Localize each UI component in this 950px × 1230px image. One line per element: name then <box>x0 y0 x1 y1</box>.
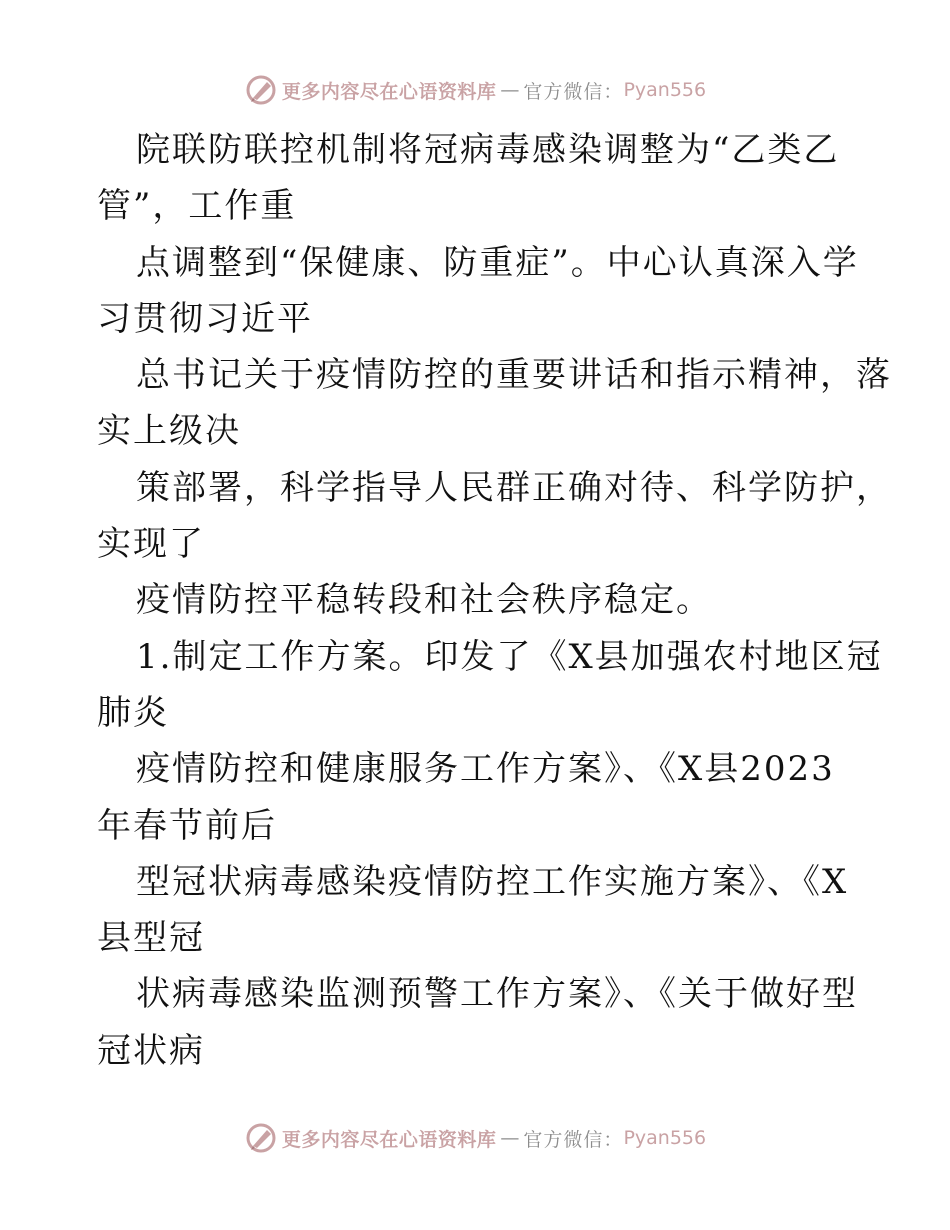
text-line: 疫情防控和健康服务工作方案》、《X县2023 <box>136 749 835 790</box>
text-line: 1.制定工作方案。印发了《X县加强农村地区冠 <box>136 636 883 677</box>
watermark-dash: — <box>500 79 520 101</box>
text-line: 习贯彻习近平 <box>97 298 313 339</box>
text-line: 院联防联控机制将冠病毒感染调整为“乙类乙 <box>136 130 840 170</box>
text-line: 冠状病 <box>97 1030 205 1071</box>
text-line: 年春节前后 <box>97 805 277 846</box>
watermark-text: 更多内容尽在心语资料库 <box>281 80 497 103</box>
pen-logo-icon <box>244 73 278 107</box>
watermark-tail: 官方微信： <box>523 80 624 103</box>
text-line: 状病毒感染监测预警工作方案》、《关于做好型 <box>136 974 858 1015</box>
footer-watermark <box>0 1118 950 1158</box>
text-line: 实上级决 <box>97 411 241 452</box>
watermark-dash: — <box>500 1127 520 1149</box>
text-line: 实现了 <box>97 524 205 565</box>
text-line: 疫情防控平稳转段和社会秩序稳定。 <box>136 580 712 621</box>
watermark-tail: 官方微信： <box>523 1128 624 1151</box>
text-line: 总书记关于疫情防控的重要讲话和指示精神，落 <box>136 355 892 396</box>
watermark-id: Pyan556 <box>623 79 707 101</box>
text-line: 县型冠 <box>97 918 205 959</box>
text-line: 策部署，科学指导人民群正确对待、科学防护， <box>136 467 892 508</box>
watermark-text: 更多内容尽在心语资料库 <box>281 1128 497 1151</box>
text-line: 管”，工作重 <box>97 186 297 227</box>
pen-logo-icon <box>244 1121 278 1155</box>
watermark-id: Pyan556 <box>623 1127 707 1149</box>
header-watermark <box>0 70 950 110</box>
text-line: 点调整到“保健康、防重症”。中心认真深入学 <box>136 242 859 283</box>
text-line: 型冠状病毒感染疫情防控工作实施方案》、《X <box>136 861 849 902</box>
document-body <box>97 122 892 1079</box>
text-line: 肺炎 <box>97 692 169 733</box>
